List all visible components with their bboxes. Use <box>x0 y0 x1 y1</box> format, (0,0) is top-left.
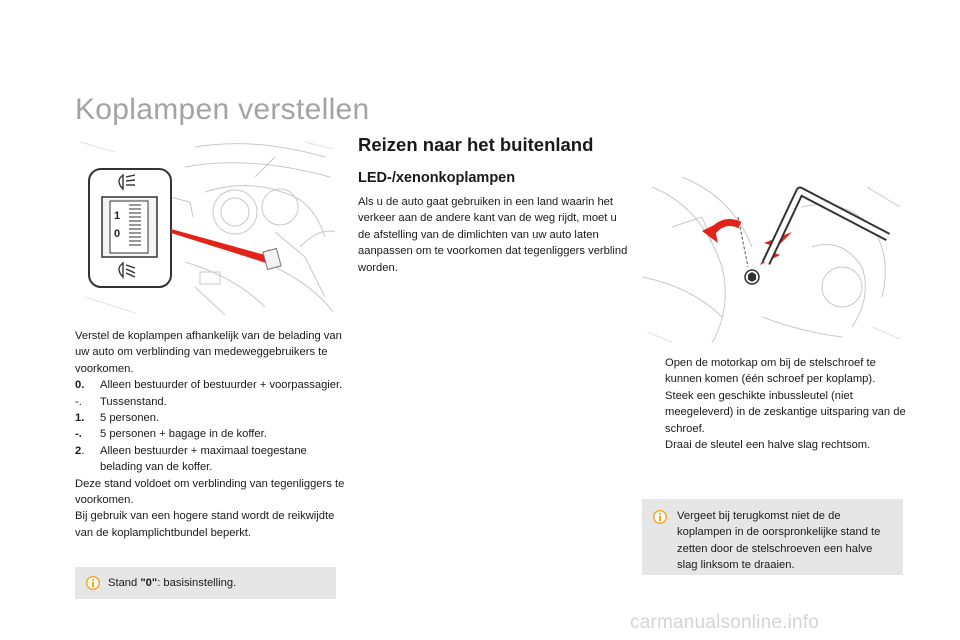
loading-instructions <box>75 328 345 541</box>
intro-paragraph: Als u de auto gaat gebruiken in een land waarin het verkeer aan de andere kant van de weg rijdt, moet u de afstelling van de dimlichten van uw auto laten aanpassen om te voorkomen dat tegenliggers verblind worden. <box>358 196 628 274</box>
info-icon <box>653 510 667 524</box>
instruction-paragraph: Deze stand voldoet om verblinding van tegenliggers te voorkomen. <box>75 477 345 507</box>
bullet-icon <box>642 355 665 388</box>
list-item: Draai de sleutel een halve slag rechtsom. <box>642 437 907 453</box>
bullet-icon <box>642 437 665 453</box>
subsection-title: LED-/xenonkoplampen <box>358 170 516 186</box>
section-title: Reizen naar het buitenland <box>358 134 594 155</box>
info-note-basic-setting: Stand "0": basisinstelling. <box>75 567 336 599</box>
list-item: -. Tussenstand. <box>75 395 167 408</box>
instruction-paragraph: Verstel de koplampen afhankelijk van de belading van uw auto om verblinding van medeweggebruikers te voorkomen. <box>75 330 342 375</box>
watermark: carmanualsonline.info <box>630 612 820 633</box>
dial-label-top: 1 <box>114 210 121 222</box>
list-item: 2. Alleen bestuurder + maximaal toegestane belading van de koffer. <box>75 444 307 474</box>
list-item: -. 5 personen + bagage in de koffer. <box>75 428 267 441</box>
list-item: Open de motorkap om bij de stelschroef te kunnen komen (één schroef per koplamp). <box>642 355 907 388</box>
info-icon <box>86 576 100 590</box>
bullet-icon <box>642 388 665 437</box>
info-note-return: Vergeet bij terugkomst niet de de koplampen in de oorspronkelijke stand te zetten door de stelschroeven een halve slag linksom te draaien. <box>642 499 903 575</box>
adjustment-steps <box>642 355 907 453</box>
list-item: 1. 5 personen. <box>75 412 160 425</box>
dashboard-illustration <box>75 137 337 317</box>
list-item: 0. Alleen bestuurder of bestuurder + voorpassagier. <box>75 379 343 392</box>
list-item: Steek een geschikte inbussleutel (niet meegeleverd) in de zeskantige uitsparing van de schroef. <box>642 388 907 437</box>
adjuster-screw-illustration <box>642 167 904 345</box>
instruction-paragraph: Bij gebruik van een hogere stand wordt de reikwijdte van de koplamplichtbundel beperkt. <box>75 510 335 539</box>
dial-label-bottom: 0 <box>114 228 121 240</box>
adjuster-screw-icon <box>745 270 759 284</box>
page-title: Koplampen verstellen <box>75 93 370 126</box>
